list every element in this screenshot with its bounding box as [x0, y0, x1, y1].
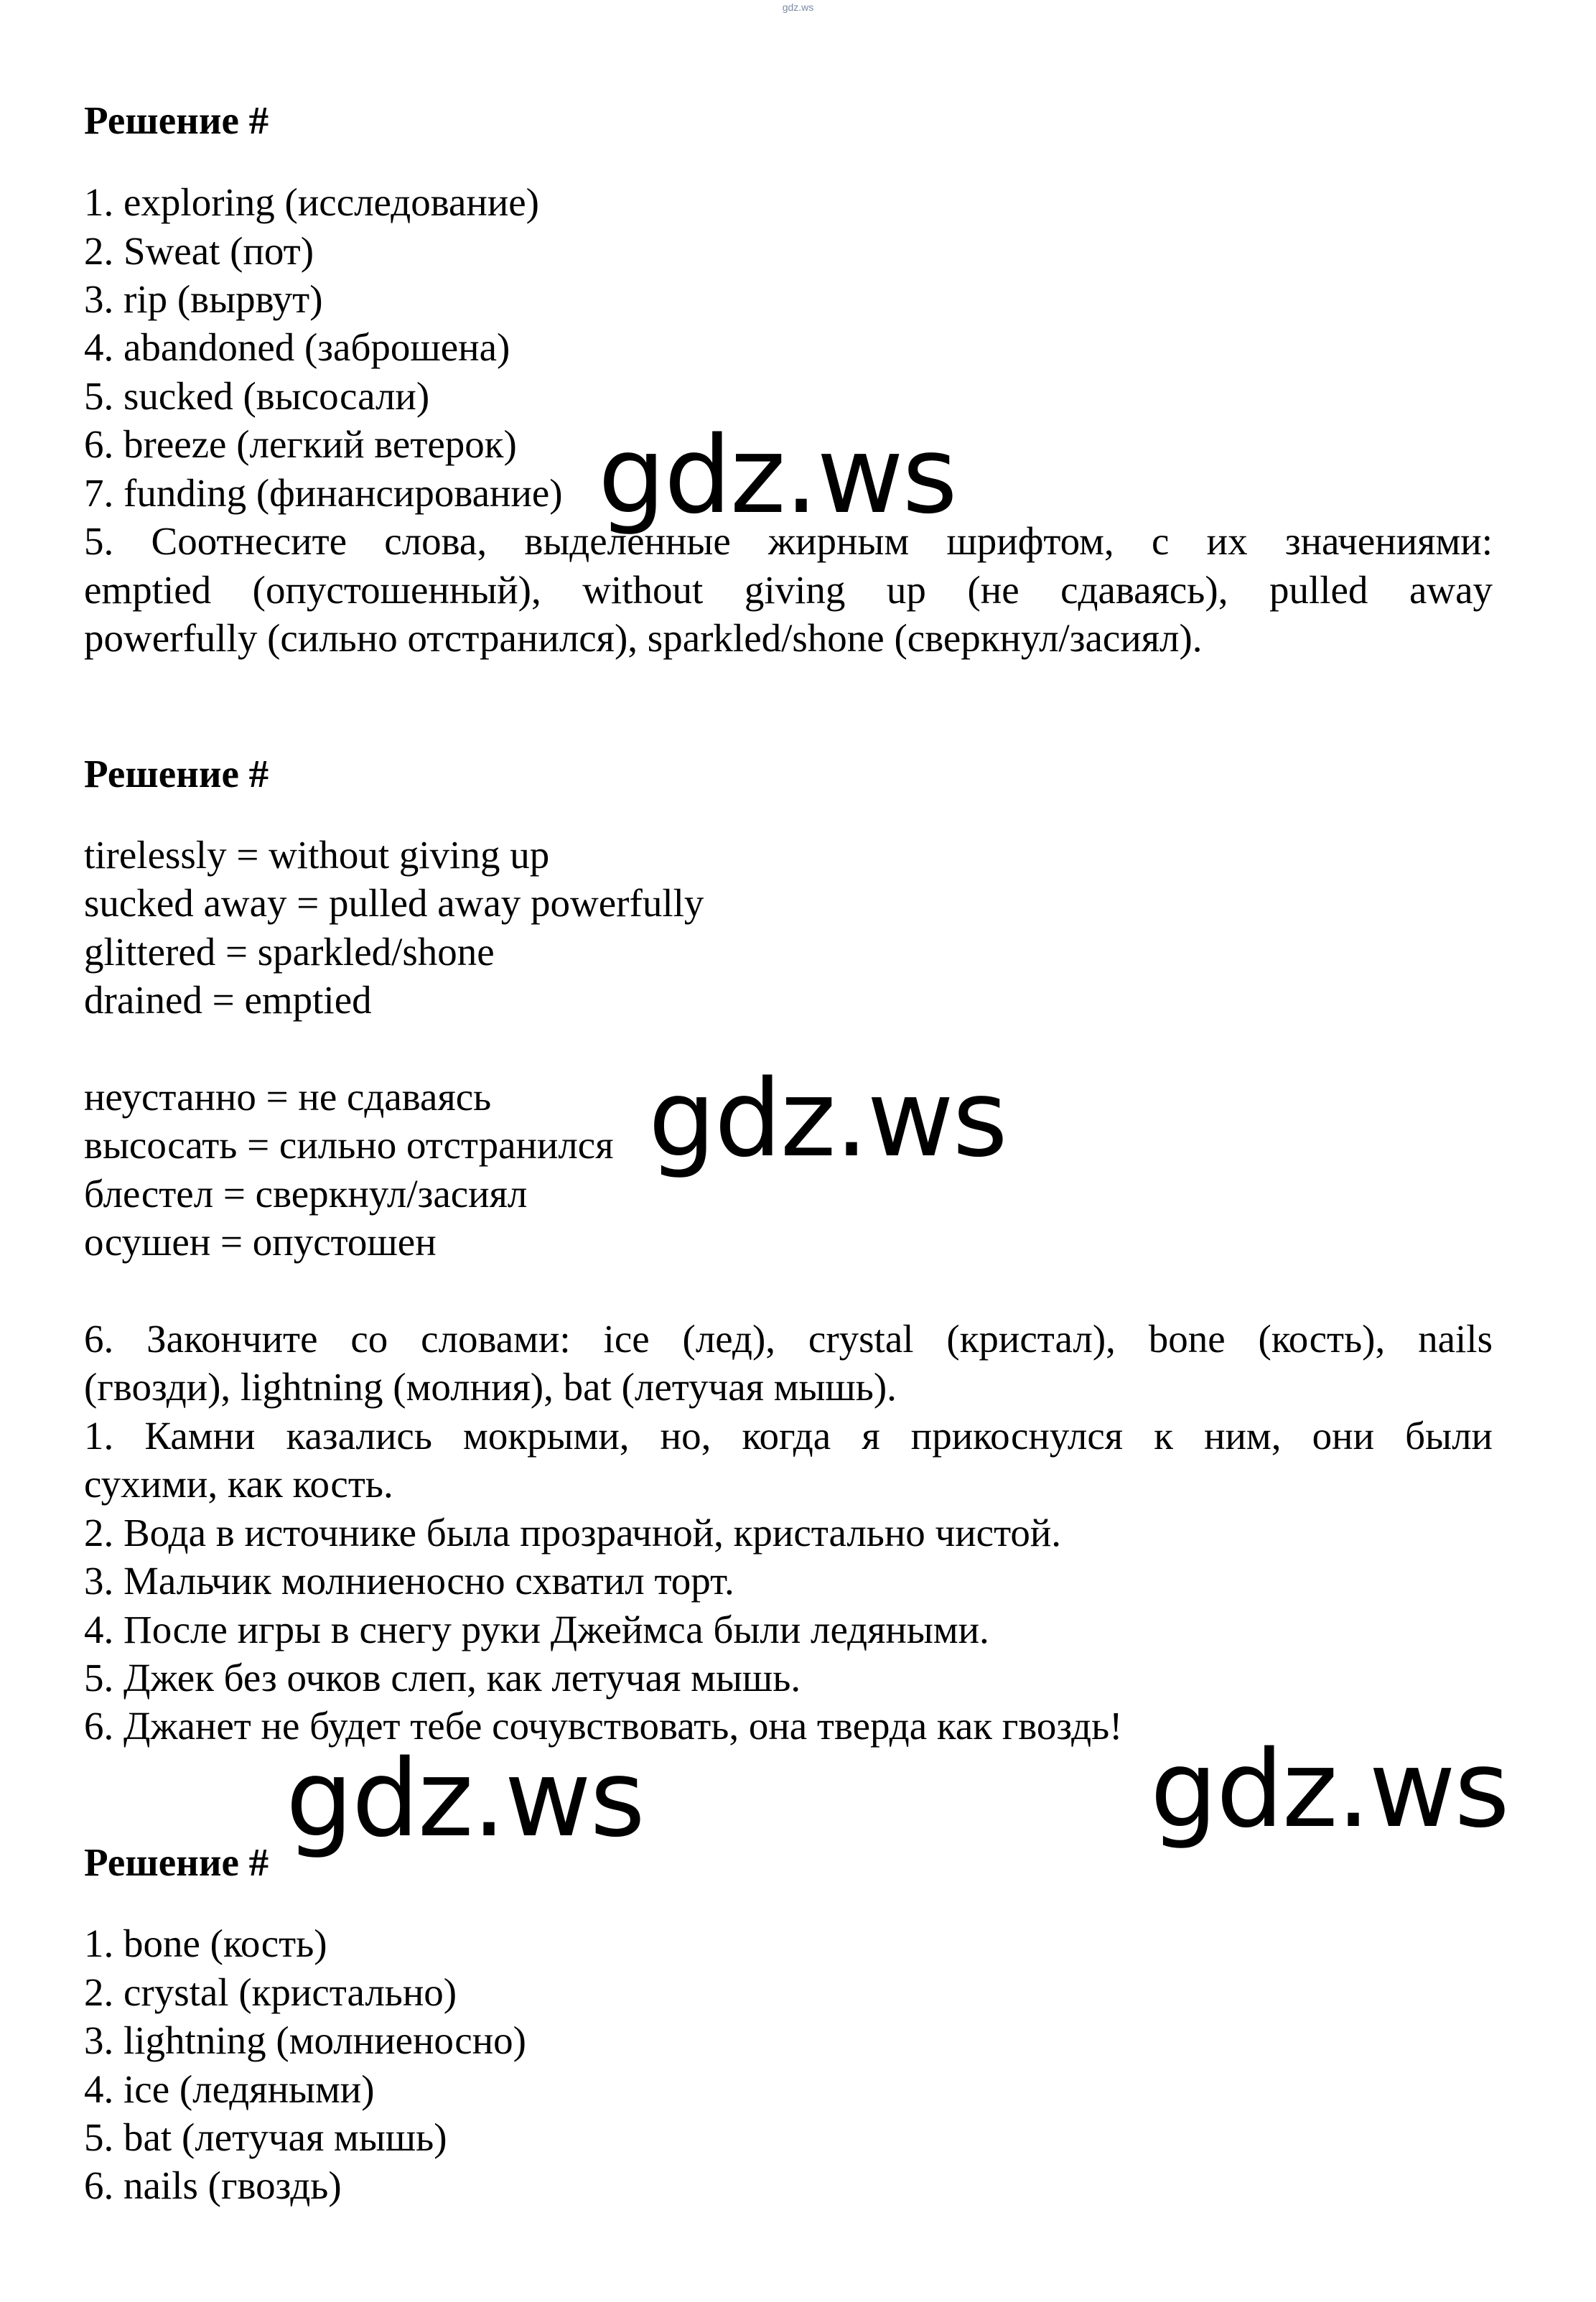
task-text-line: 5. Соотнесите слова, выделенные жирным шрифтом, с их значениями:: [84, 519, 1493, 563]
section-heading: Решение #: [84, 98, 269, 142]
task-text-line: 3. Мальчик молниеносно схватил торт.: [84, 1559, 734, 1603]
answer-item: 5. sucked (высосали): [84, 374, 430, 418]
task-text-line: 4. После игры в снегу руки Джеймса были ледяными.: [84, 1608, 989, 1651]
answer-item: 1. exploring (исследование): [84, 180, 539, 224]
word-pair: осушен = опустошен: [84, 1220, 437, 1264]
section-heading: Решение #: [84, 752, 269, 796]
answer-item: 6. breeze (легкий ветерок): [84, 422, 517, 466]
word-pair: tirelessly = without giving up: [84, 833, 550, 877]
answer-item: 3. lightning (молниеносно): [84, 2018, 526, 2062]
task-text-line: 5. Джек без очков слеп, как летучая мышь.: [84, 1656, 801, 1700]
watermark: gdz.ws: [1150, 1728, 1508, 1851]
task-text-line: 6. Закончите со словами: ice (лед), crystal (кристал), bone (кость), nails: [84, 1317, 1493, 1361]
word-pair: glittered = sparkled/shone: [84, 930, 495, 974]
answer-item: 1. bone (кость): [84, 1921, 327, 1965]
watermark: gdz.ws: [598, 414, 956, 537]
answer-item: 6. nails (гвоздь): [84, 2163, 342, 2207]
word-pair: неустанно = не сдаваясь: [84, 1075, 492, 1119]
word-pair: высосать = сильно отстранился: [84, 1123, 614, 1167]
task-text-line: 6. Джанет не будет тебе сочувствовать, она тверда как гвоздь!: [84, 1704, 1123, 1748]
answer-item: 2. Sweat (пот): [84, 229, 314, 273]
watermark: gdz.ws: [286, 1737, 644, 1860]
task-text-line: (гвозди), lightning (молния), bat (летучая мышь).: [84, 1365, 897, 1409]
answer-item: 2. crystal (кристально): [84, 1970, 457, 2014]
watermark: gdz.ws: [648, 1057, 1007, 1180]
word-pair: блестел = сверкнул/засиял: [84, 1172, 528, 1216]
task-text-line: сухими, как кость.: [84, 1462, 393, 1506]
answer-item: 4. ice (ледяными): [84, 2067, 375, 2111]
answer-item: 4. abandoned (заброшена): [84, 325, 510, 369]
task-text-line: 1. Камни казались мокрыми, но, когда я прикоснулся к ним, они были: [84, 1414, 1493, 1458]
answer-item: 7. funding (финансирование): [84, 471, 563, 515]
section-heading: Решение #: [84, 1840, 269, 1884]
task-text-line: emptied (опустошенный), without giving up (не сдаваясь), pulled away: [84, 568, 1493, 612]
word-pair: sucked away = pulled away powerfully: [84, 881, 704, 925]
word-pair: drained = emptied: [84, 978, 372, 1022]
answer-item: 5. bat (летучая мышь): [84, 2115, 447, 2159]
task-text-line: powerfully (сильно отстранился), sparkled/shone (сверкнул/засиял).: [84, 616, 1203, 660]
answer-item: 3. rip (вырвут): [84, 277, 323, 321]
task-text-line: 2. Вода в источнике была прозрачной, кристально чистой.: [84, 1511, 1062, 1555]
site-mark: gdz.ws: [782, 1, 814, 13]
